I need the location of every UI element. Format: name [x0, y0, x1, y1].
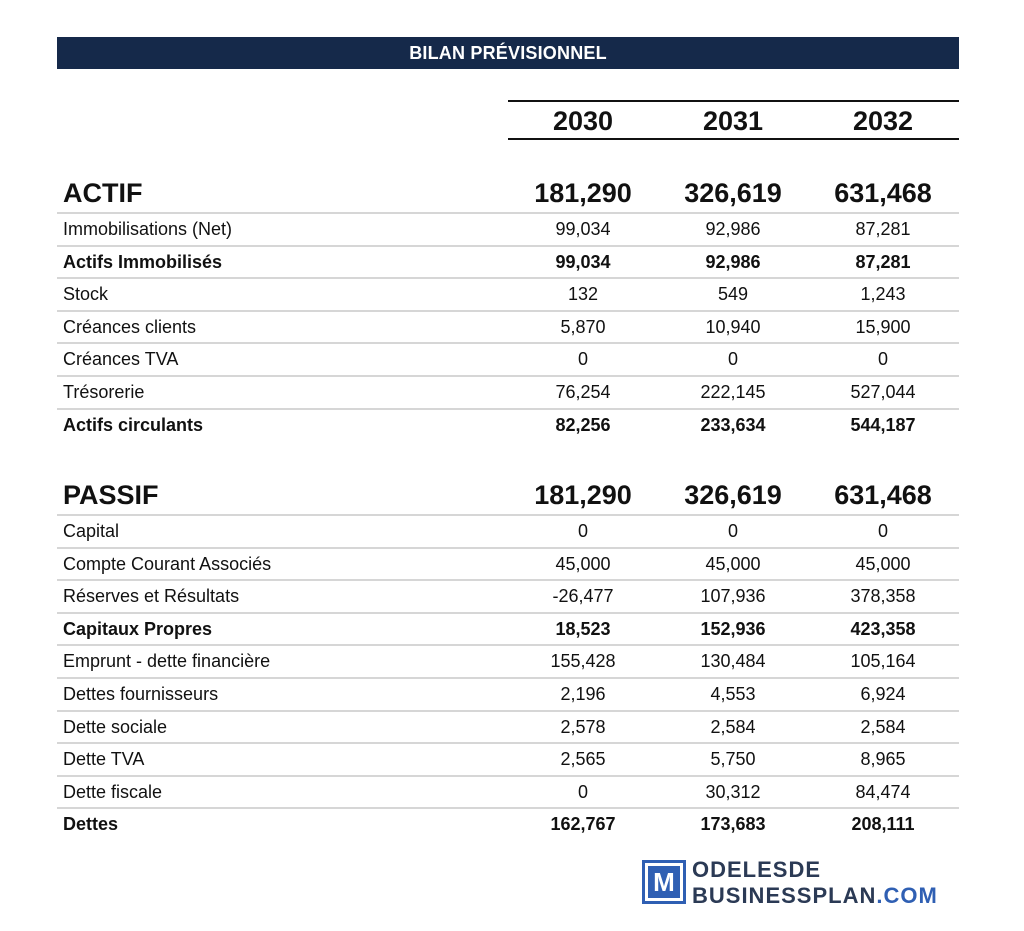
actif-title: ACTIF [63, 178, 143, 208]
cell-2031: 2,584 [710, 716, 756, 737]
logo-line2: BUSINESSPLAN.COM [692, 883, 938, 908]
cell-2031: 30,312 [705, 781, 761, 802]
logo-line1: ODELESDE [692, 857, 822, 882]
row-label: Capitaux Propres [63, 618, 213, 639]
table-row-reserves-et-resultats [57, 581, 959, 614]
passif-total-2031: 326,619 [684, 480, 782, 510]
table-row-capital [57, 516, 959, 549]
row-label: Dettes fournisseurs [63, 683, 219, 704]
table-row-creances-clients [57, 312, 959, 345]
row-label: Dette sociale [63, 716, 168, 737]
cell-2030: 76,254 [555, 381, 611, 402]
cell-2031: 0 [727, 521, 738, 541]
cell-2032: 0 [877, 349, 888, 370]
passif-section [57, 474, 959, 842]
row-label: Créances TVA [63, 349, 179, 370]
cell-2032: 1,243 [860, 284, 906, 305]
table-row-dette-tva [57, 744, 959, 777]
cell-2031: 549 [717, 284, 749, 305]
table-row-dettes-fournisseurs [57, 679, 959, 712]
table-row-tresorerie [57, 377, 959, 410]
cell-2031: 4,553 [710, 683, 756, 704]
passif-total-2030: 181,290 [534, 480, 632, 510]
row-label: Créances clients [63, 316, 197, 337]
cell-2032: 378,358 [850, 586, 916, 607]
cell-2032: 87,281 [855, 219, 911, 239]
table-row-actifs-immobilises [57, 247, 959, 280]
table-row-immobilisations-net [57, 214, 959, 247]
cell-2031: 233,634 [700, 414, 766, 435]
table-row-emprunt-dette-financiere [57, 646, 959, 679]
table-row-dette-fiscale [57, 777, 959, 810]
cell-2030: 132 [567, 284, 599, 305]
table-row-compte-courant-associes [57, 549, 959, 582]
cell-2031: 152,936 [700, 618, 766, 639]
cell-2032: 544,187 [850, 414, 916, 435]
cell-2032: 8,965 [860, 749, 906, 770]
cell-2032: 45,000 [855, 553, 911, 574]
passif-header [57, 474, 959, 516]
cell-2031: 0 [727, 349, 738, 370]
passif-total-2032: 631,468 [834, 480, 932, 510]
brand-logo [640, 857, 960, 909]
table-row-creances-tva [57, 344, 959, 377]
actif-header [57, 172, 959, 214]
actif-section [57, 172, 959, 442]
row-label: Stock [63, 284, 109, 305]
table-row-dette-sociale [57, 712, 959, 745]
cell-2031: 130,484 [700, 651, 766, 672]
row-label: Actifs Immobilisés [63, 251, 223, 272]
table-row-stock [57, 279, 959, 312]
cell-2031: 5,750 [710, 749, 756, 770]
cell-2030: 0 [577, 781, 588, 802]
table-title: BILAN PRÉVISIONNEL [57, 37, 959, 69]
row-label: Trésorerie [63, 381, 145, 402]
cell-2030: 2,578 [560, 716, 606, 737]
cell-2032: 105,164 [850, 651, 916, 672]
cell-2030: 2,565 [560, 749, 606, 770]
year-2031: 2031 [702, 106, 764, 136]
row-label: Réserves et Résultats [63, 586, 240, 607]
cell-2030: 2,196 [560, 683, 606, 704]
cell-2031: 92,986 [705, 251, 761, 272]
cell-2032: 208,111 [851, 814, 915, 835]
cell-2030: 18,523 [555, 618, 611, 639]
cell-2030: 99,034 [555, 219, 611, 239]
cell-2032: 0 [877, 521, 888, 541]
row-label: Emprunt - dette financière [63, 651, 271, 672]
actif-total-2030: 181,290 [534, 178, 632, 208]
cell-2032: 15,900 [855, 316, 911, 337]
cell-2032: 2,584 [860, 716, 906, 737]
cell-2030: -26,477 [552, 586, 614, 607]
cell-2030: 82,256 [555, 414, 611, 435]
year-header [508, 100, 959, 140]
cell-2031: 10,940 [705, 316, 761, 337]
cell-2031: 107,936 [700, 586, 766, 607]
table-row-dettes [57, 809, 959, 842]
cell-2032: 84,474 [855, 781, 911, 802]
cell-2032: 87,281 [855, 251, 911, 272]
passif-title: PASSIF [63, 480, 159, 510]
cell-2030: 45,000 [555, 553, 611, 574]
cell-2032: 527,044 [850, 381, 916, 402]
cell-2030: 5,870 [560, 316, 606, 337]
cell-2030: 0 [577, 349, 588, 370]
cell-2030: 155,428 [550, 651, 616, 672]
row-label: Immobilisations (Net) [63, 219, 233, 239]
row-label: Actifs circulants [63, 414, 204, 435]
cell-2030: 0 [577, 521, 588, 541]
row-label: Dette TVA [63, 749, 145, 770]
cell-2031: 92,986 [705, 219, 761, 239]
year-2032: 2032 [852, 106, 914, 136]
table-row-actifs-circulants [57, 410, 959, 443]
cell-2031: 222,145 [700, 381, 766, 402]
cell-2030: 162,767 [550, 814, 616, 835]
cell-2030: 99,034 [555, 251, 611, 272]
cell-2032: 6,924 [860, 683, 906, 704]
cell-2031: 45,000 [705, 553, 761, 574]
actif-total-2031: 326,619 [684, 178, 782, 208]
row-label: Capital [63, 521, 120, 541]
logo-mark-icon: M [642, 860, 686, 904]
year-2030: 2030 [552, 106, 614, 136]
row-label: Compte Courant Associés [63, 553, 272, 574]
row-label: Dettes [63, 814, 119, 835]
cell-2031: 173,683 [700, 814, 766, 835]
row-label: Dette fiscale [63, 781, 163, 802]
cell-2032: 423,358 [850, 618, 916, 639]
actif-total-2032: 631,468 [834, 178, 932, 208]
table-row-capitaux-propres [57, 614, 959, 647]
